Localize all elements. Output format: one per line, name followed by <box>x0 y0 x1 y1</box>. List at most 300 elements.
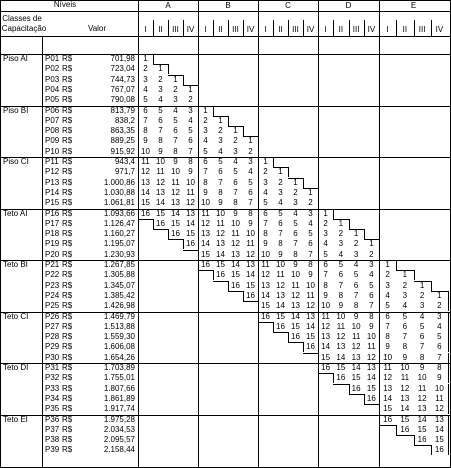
level-cell: 16 <box>216 270 225 280</box>
level-cell: 8 <box>323 280 328 290</box>
level-cell: 7 <box>278 229 283 239</box>
row-value: 1.606,08 <box>103 342 135 352</box>
level-cell: 14 <box>366 373 376 383</box>
level-cell: 6 <box>293 229 298 239</box>
level-cell: 9 <box>218 198 223 208</box>
row-code: P13 <box>45 177 60 187</box>
level-cell: 9 <box>338 301 344 311</box>
currency-label: R$ <box>62 208 73 218</box>
staircase-bottom <box>364 404 379 405</box>
staircase-top <box>183 85 198 86</box>
level-cell: 4 <box>402 301 408 311</box>
level-cell: 6 <box>437 342 442 352</box>
staircase-left <box>318 363 319 373</box>
currency-label: R$ <box>62 54 73 63</box>
level-cell: 1 <box>233 126 238 136</box>
level-cell: 7 <box>233 187 238 197</box>
row-code: P06 <box>45 105 60 115</box>
staircase-left <box>138 116 139 126</box>
level-cell: 15 <box>306 332 315 342</box>
staircase-right <box>448 353 449 363</box>
level-cell: 8 <box>308 260 313 269</box>
staircase-top <box>364 239 379 240</box>
level-cell: 10 <box>186 177 195 187</box>
level-cell: 8 <box>369 311 374 321</box>
row-code: P34 <box>45 393 60 403</box>
level-cell: 13 <box>321 332 331 342</box>
staircase-top <box>431 291 448 292</box>
staircase-left <box>138 106 139 116</box>
level-cell: 4 <box>323 239 328 249</box>
row-value: 1.807,66 <box>103 383 135 393</box>
level-cell: 6 <box>323 260 328 269</box>
level-cell: 12 <box>366 352 376 362</box>
level-cell: 15 <box>246 280 255 290</box>
level-cell: 6 <box>308 239 313 249</box>
level-cell: 2 <box>248 146 253 156</box>
level-cell: 14 <box>201 239 210 249</box>
level-cell: 10 <box>336 311 346 321</box>
row-value: 2.034,53 <box>103 424 135 434</box>
level-cell: 5 <box>353 270 359 280</box>
level-cell: 16 <box>141 208 150 218</box>
level-cell: 4 <box>419 311 425 321</box>
level-cell: 9 <box>173 157 178 166</box>
level-cell: 9 <box>323 290 328 300</box>
staircase-right <box>396 260 397 270</box>
staircase-right <box>349 219 350 229</box>
level-cell: 2 <box>385 270 390 280</box>
staircase-left <box>168 229 169 239</box>
level-cell: 10 <box>351 321 361 331</box>
row-value: 790,08 <box>110 95 135 105</box>
level-cell: 12 <box>246 249 255 259</box>
row-code: P05 <box>45 95 60 105</box>
level-cell: 1 <box>203 105 208 115</box>
level-cell: 5 <box>173 115 178 125</box>
level-cell: 10 <box>216 208 225 218</box>
currency-label: R$ <box>62 167 73 177</box>
staircase-right <box>448 435 449 445</box>
row-code: P24 <box>45 290 60 300</box>
level-cell: 15 <box>336 363 346 372</box>
staircase-right <box>273 157 274 167</box>
row-code: P37 <box>45 424 60 434</box>
subcol-line <box>396 20 397 36</box>
staircase-left <box>138 188 139 198</box>
staircase-top <box>333 219 348 220</box>
subcol-line <box>414 20 415 36</box>
level-cell: 12 <box>383 373 393 383</box>
level-cell: 1 <box>263 157 268 166</box>
row-value: 1.093,66 <box>103 208 135 218</box>
level-cell: 5 <box>437 332 442 342</box>
level-cell: 10 <box>366 332 376 342</box>
staircase-left <box>138 198 139 208</box>
level-cell: 11 <box>141 157 150 166</box>
subcol-line <box>243 20 244 36</box>
level-cell: 8 <box>158 136 163 146</box>
level-cell: 2 <box>158 74 163 84</box>
level-cell: 11 <box>367 342 376 352</box>
level-cell: 15 <box>351 373 361 383</box>
staircase-right <box>448 384 449 394</box>
level-cell: 3 <box>233 146 238 156</box>
level-cell: 11 <box>261 260 270 269</box>
staircase-left <box>318 353 319 363</box>
level-cell: 14 <box>383 393 393 403</box>
level-cell: 9 <box>437 373 442 383</box>
level-cell: 10 <box>246 229 255 239</box>
subcol-header: I <box>264 25 267 34</box>
level-cell: 15 <box>366 383 376 393</box>
class-label: Piso AI <box>3 54 28 63</box>
level-cell: 6 <box>419 332 425 342</box>
level-cell: 16 <box>417 435 427 445</box>
level-cell: 15 <box>400 414 410 424</box>
class-label: Teto EI <box>3 414 28 424</box>
staircase-top <box>273 167 288 168</box>
level-cell: 16 <box>351 383 361 393</box>
row-code: P16 <box>45 208 60 218</box>
level-cell: 5 <box>308 229 313 239</box>
row-value: 1.755,01 <box>103 373 135 383</box>
row-code: P04 <box>45 84 60 94</box>
level-cell: 14 <box>141 187 150 197</box>
level-cell: 8 <box>188 157 193 166</box>
staircase-right <box>448 301 449 311</box>
subcol-header: II <box>402 25 408 34</box>
staircase-left <box>333 373 334 383</box>
level-cell: 13 <box>366 363 376 372</box>
level-cell: 11 <box>321 311 330 321</box>
currency-label: R$ <box>62 260 73 269</box>
row-value: 1.917,74 <box>103 404 135 414</box>
level-cell: 1 <box>218 115 223 125</box>
staircase-right <box>243 126 244 136</box>
level-cell: 1 <box>248 136 253 146</box>
level-cell: 3 <box>353 249 359 259</box>
level-cell: 4 <box>233 157 238 166</box>
level-cell: 12 <box>261 270 270 280</box>
row-value: 838,2 <box>114 115 135 125</box>
row-code: P20 <box>45 249 60 259</box>
level-cell: 5 <box>419 321 425 331</box>
level-cell: 1 <box>338 218 344 228</box>
level-cell: 14 <box>156 198 165 208</box>
currency-label: R$ <box>62 280 73 290</box>
subcol-line <box>288 20 289 36</box>
currency-label: R$ <box>62 424 73 434</box>
level-cell: 14 <box>246 270 255 280</box>
top-border <box>0 0 451 1</box>
currency-label: R$ <box>62 290 73 300</box>
level-cell: 13 <box>306 311 315 321</box>
left-border <box>0 0 1 468</box>
row-value: 723,04 <box>110 64 135 74</box>
level-cell: 7 <box>173 136 178 146</box>
class-label: Piso CI <box>3 157 29 166</box>
level-cell: 13 <box>141 177 150 187</box>
subcol-line <box>258 20 259 36</box>
level-cell: 3 <box>293 198 298 208</box>
level-cell: 4 <box>293 208 298 218</box>
level-cell: 12 <box>434 404 444 414</box>
staircase-right <box>448 332 449 342</box>
level-cell: 2 <box>203 115 208 125</box>
level-cell: 1 <box>419 280 425 290</box>
staircase-right <box>379 250 380 260</box>
level-cell: 6 <box>338 270 344 280</box>
staircase-left <box>198 260 199 270</box>
staircase-right <box>183 75 184 85</box>
level-cell: 11 <box>186 187 195 197</box>
level-cell: 1 <box>437 290 442 300</box>
staircase-right <box>168 64 169 74</box>
staircase-left <box>258 312 259 322</box>
subcol-header: II <box>158 25 163 34</box>
level-cell: 2 <box>308 198 313 208</box>
staircase-bottom <box>228 291 243 292</box>
staircase-left <box>243 291 244 301</box>
staircase-left <box>303 342 304 352</box>
row-value: 1.469,79 <box>103 311 135 321</box>
staircase-bottom <box>138 219 153 220</box>
staircase-bottom <box>153 229 168 230</box>
staircase-right <box>198 95 199 105</box>
level-cell: 9 <box>419 363 425 372</box>
level-cell: 11 <box>383 363 392 372</box>
level-cell: 11 <box>231 229 240 239</box>
level-cell: 13 <box>383 383 393 393</box>
level-cell: 13 <box>261 280 270 290</box>
group-col-line <box>318 0 319 468</box>
level-cell: 9 <box>263 239 268 249</box>
level-cell: 15 <box>201 249 210 259</box>
staircase-left <box>138 136 139 146</box>
currency-label: R$ <box>62 393 73 403</box>
level-cell: 11 <box>201 208 210 218</box>
row-value: 1.654,26 <box>103 352 135 362</box>
level-cell: 9 <box>369 321 374 331</box>
subcol-line <box>364 20 365 36</box>
level-cell: 7 <box>402 332 408 342</box>
level-cell: 5 <box>263 198 268 208</box>
subcol-line <box>153 20 154 36</box>
staircase-bottom <box>213 281 228 282</box>
level-cell: 9 <box>278 249 283 259</box>
row-value: 701,98 <box>110 54 135 63</box>
level-cell: 4 <box>158 95 163 105</box>
level-cell: 8 <box>263 229 268 239</box>
level-cell: 14 <box>417 414 427 424</box>
level-cell: 1 <box>278 167 283 177</box>
row-value: 943,4 <box>114 157 135 166</box>
level-cell: 4 <box>173 105 178 115</box>
level-cell: 15 <box>276 311 285 321</box>
currency-label: R$ <box>62 218 73 228</box>
row-value: 889,25 <box>110 136 135 146</box>
level-cell: 10 <box>291 270 300 280</box>
staircase-top <box>258 157 273 158</box>
level-cell: 8 <box>143 126 148 136</box>
staircase-left <box>379 415 380 425</box>
staircase-right <box>448 312 449 322</box>
subcol-line <box>333 20 334 36</box>
staircase-right <box>414 270 415 280</box>
currency-label: R$ <box>62 136 73 146</box>
level-cell: 16 <box>400 424 410 434</box>
staircase-top <box>228 126 243 127</box>
level-cell: 8 <box>278 239 283 249</box>
level-cell: 4 <box>143 84 148 94</box>
subcol-header: III <box>232 25 239 34</box>
staircase-bottom <box>349 394 364 395</box>
subcol-header: IV <box>367 25 376 34</box>
level-cell: 11 <box>246 239 255 249</box>
level-cell: 12 <box>321 321 331 331</box>
level-cell: 16 <box>201 260 210 269</box>
level-cell: 7 <box>218 177 223 187</box>
level-cell: 7 <box>369 301 374 311</box>
level-cell: 16 <box>434 445 444 455</box>
level-cell: 13 <box>246 260 255 269</box>
subcol-line <box>349 20 350 36</box>
level-cell: 4 <box>188 115 193 125</box>
row-value: 915,92 <box>110 146 135 156</box>
level-cell: 11 <box>291 280 300 290</box>
level-cell: 6 <box>188 136 193 146</box>
row-code: P11 <box>45 157 59 166</box>
class-label: Teto DI <box>3 363 29 372</box>
row-code: P33 <box>45 383 60 393</box>
staircase-left <box>138 157 139 167</box>
currency-label: R$ <box>62 74 73 84</box>
level-cell: 5 <box>293 218 298 228</box>
staircase-right <box>333 209 334 219</box>
level-cell: 16 <box>186 239 195 249</box>
level-cell: 6 <box>143 105 148 115</box>
subcol-header: III <box>292 25 299 34</box>
subcol-header: IV <box>246 25 255 34</box>
subcol-line <box>213 20 214 36</box>
level-cell: 11 <box>171 177 180 187</box>
staircase-right <box>448 404 449 414</box>
staircase-left <box>138 54 139 64</box>
level-cell: 13 <box>417 404 427 414</box>
level-cell: 9 <box>293 260 298 269</box>
subcol-header: I <box>204 25 207 34</box>
level-cell: 13 <box>156 187 165 197</box>
staircase-bottom <box>303 353 318 354</box>
level-cell: 10 <box>434 383 444 393</box>
level-cell: 10 <box>141 146 150 156</box>
level-cell: 15 <box>434 435 444 445</box>
level-cell: 14 <box>186 218 195 228</box>
level-cell: 7 <box>188 146 193 156</box>
subcol-header: II <box>218 25 223 34</box>
level-cell: 7 <box>353 290 359 300</box>
staircase-left <box>138 167 139 177</box>
level-cell: 5 <box>188 126 193 136</box>
staircase-top <box>213 116 228 117</box>
level-cell: 2 <box>353 239 359 249</box>
level-cell: 2 <box>278 177 283 187</box>
level-cell: 8 <box>338 290 344 300</box>
currency-label: R$ <box>62 95 73 105</box>
level-cell: 15 <box>321 352 331 362</box>
level-cell: 9 <box>158 146 163 156</box>
staircase-left <box>258 301 259 311</box>
group-header-E: E <box>410 1 417 10</box>
level-cell: 2 <box>437 301 442 311</box>
staircase-right <box>448 445 449 455</box>
staircase-left <box>183 239 184 249</box>
currency-label: R$ <box>62 332 73 342</box>
level-cell: 16 <box>383 414 393 424</box>
level-cell: 13 <box>231 249 240 259</box>
level-cell: 5 <box>385 301 390 311</box>
staircase-right <box>228 116 229 126</box>
subcol-line <box>138 20 139 36</box>
row-value: 1.426,98 <box>103 301 135 311</box>
row-value: 1.559,30 <box>103 332 135 342</box>
row-value: 1.195,07 <box>103 239 135 249</box>
level-cell: 4 <box>338 249 344 259</box>
level-cell: 1 <box>173 74 178 84</box>
group-col-line <box>198 0 199 468</box>
level-cell: 14 <box>231 260 240 269</box>
level-cell: 16 <box>171 229 180 239</box>
level-cell: 3 <box>158 84 163 94</box>
level-cell: 14 <box>321 342 331 352</box>
subcol-line <box>431 20 432 36</box>
staircase-bottom <box>288 342 303 343</box>
level-cell: 1 <box>188 84 193 94</box>
staircase-top <box>318 209 333 210</box>
staircase-bottom <box>396 435 413 436</box>
staircase-left <box>228 281 229 291</box>
row-code: P19 <box>45 239 60 249</box>
staircase-right <box>379 239 380 249</box>
staircase-right <box>318 188 319 198</box>
level-cell: 4 <box>263 187 268 197</box>
level-cell: 9 <box>233 208 238 218</box>
level-cell: 4 <box>353 260 359 269</box>
level-cell: 3 <box>263 177 268 187</box>
currency-label: R$ <box>62 84 73 94</box>
row-value: 1.861,89 <box>103 393 135 403</box>
staircase-right <box>448 394 449 404</box>
currency-label: R$ <box>62 105 73 115</box>
subcol-header: IV <box>186 25 195 34</box>
staircase-left <box>396 425 397 435</box>
level-cell: 3 <box>308 208 313 218</box>
staircase-left <box>138 178 139 188</box>
subcol-header: I <box>144 25 147 34</box>
level-cell: 15 <box>383 404 393 414</box>
row-code: P09 <box>45 136 60 146</box>
subcol-header: III <box>352 25 360 34</box>
level-cell: 3 <box>437 311 442 321</box>
row-value: 2.095,57 <box>103 435 135 445</box>
currency-label: R$ <box>62 115 73 125</box>
level-cell: 3 <box>188 105 193 115</box>
staircase-top <box>243 136 258 137</box>
level-cell: 8 <box>353 301 359 311</box>
level-cell: 6 <box>263 208 268 218</box>
row-code: P26 <box>45 311 60 321</box>
